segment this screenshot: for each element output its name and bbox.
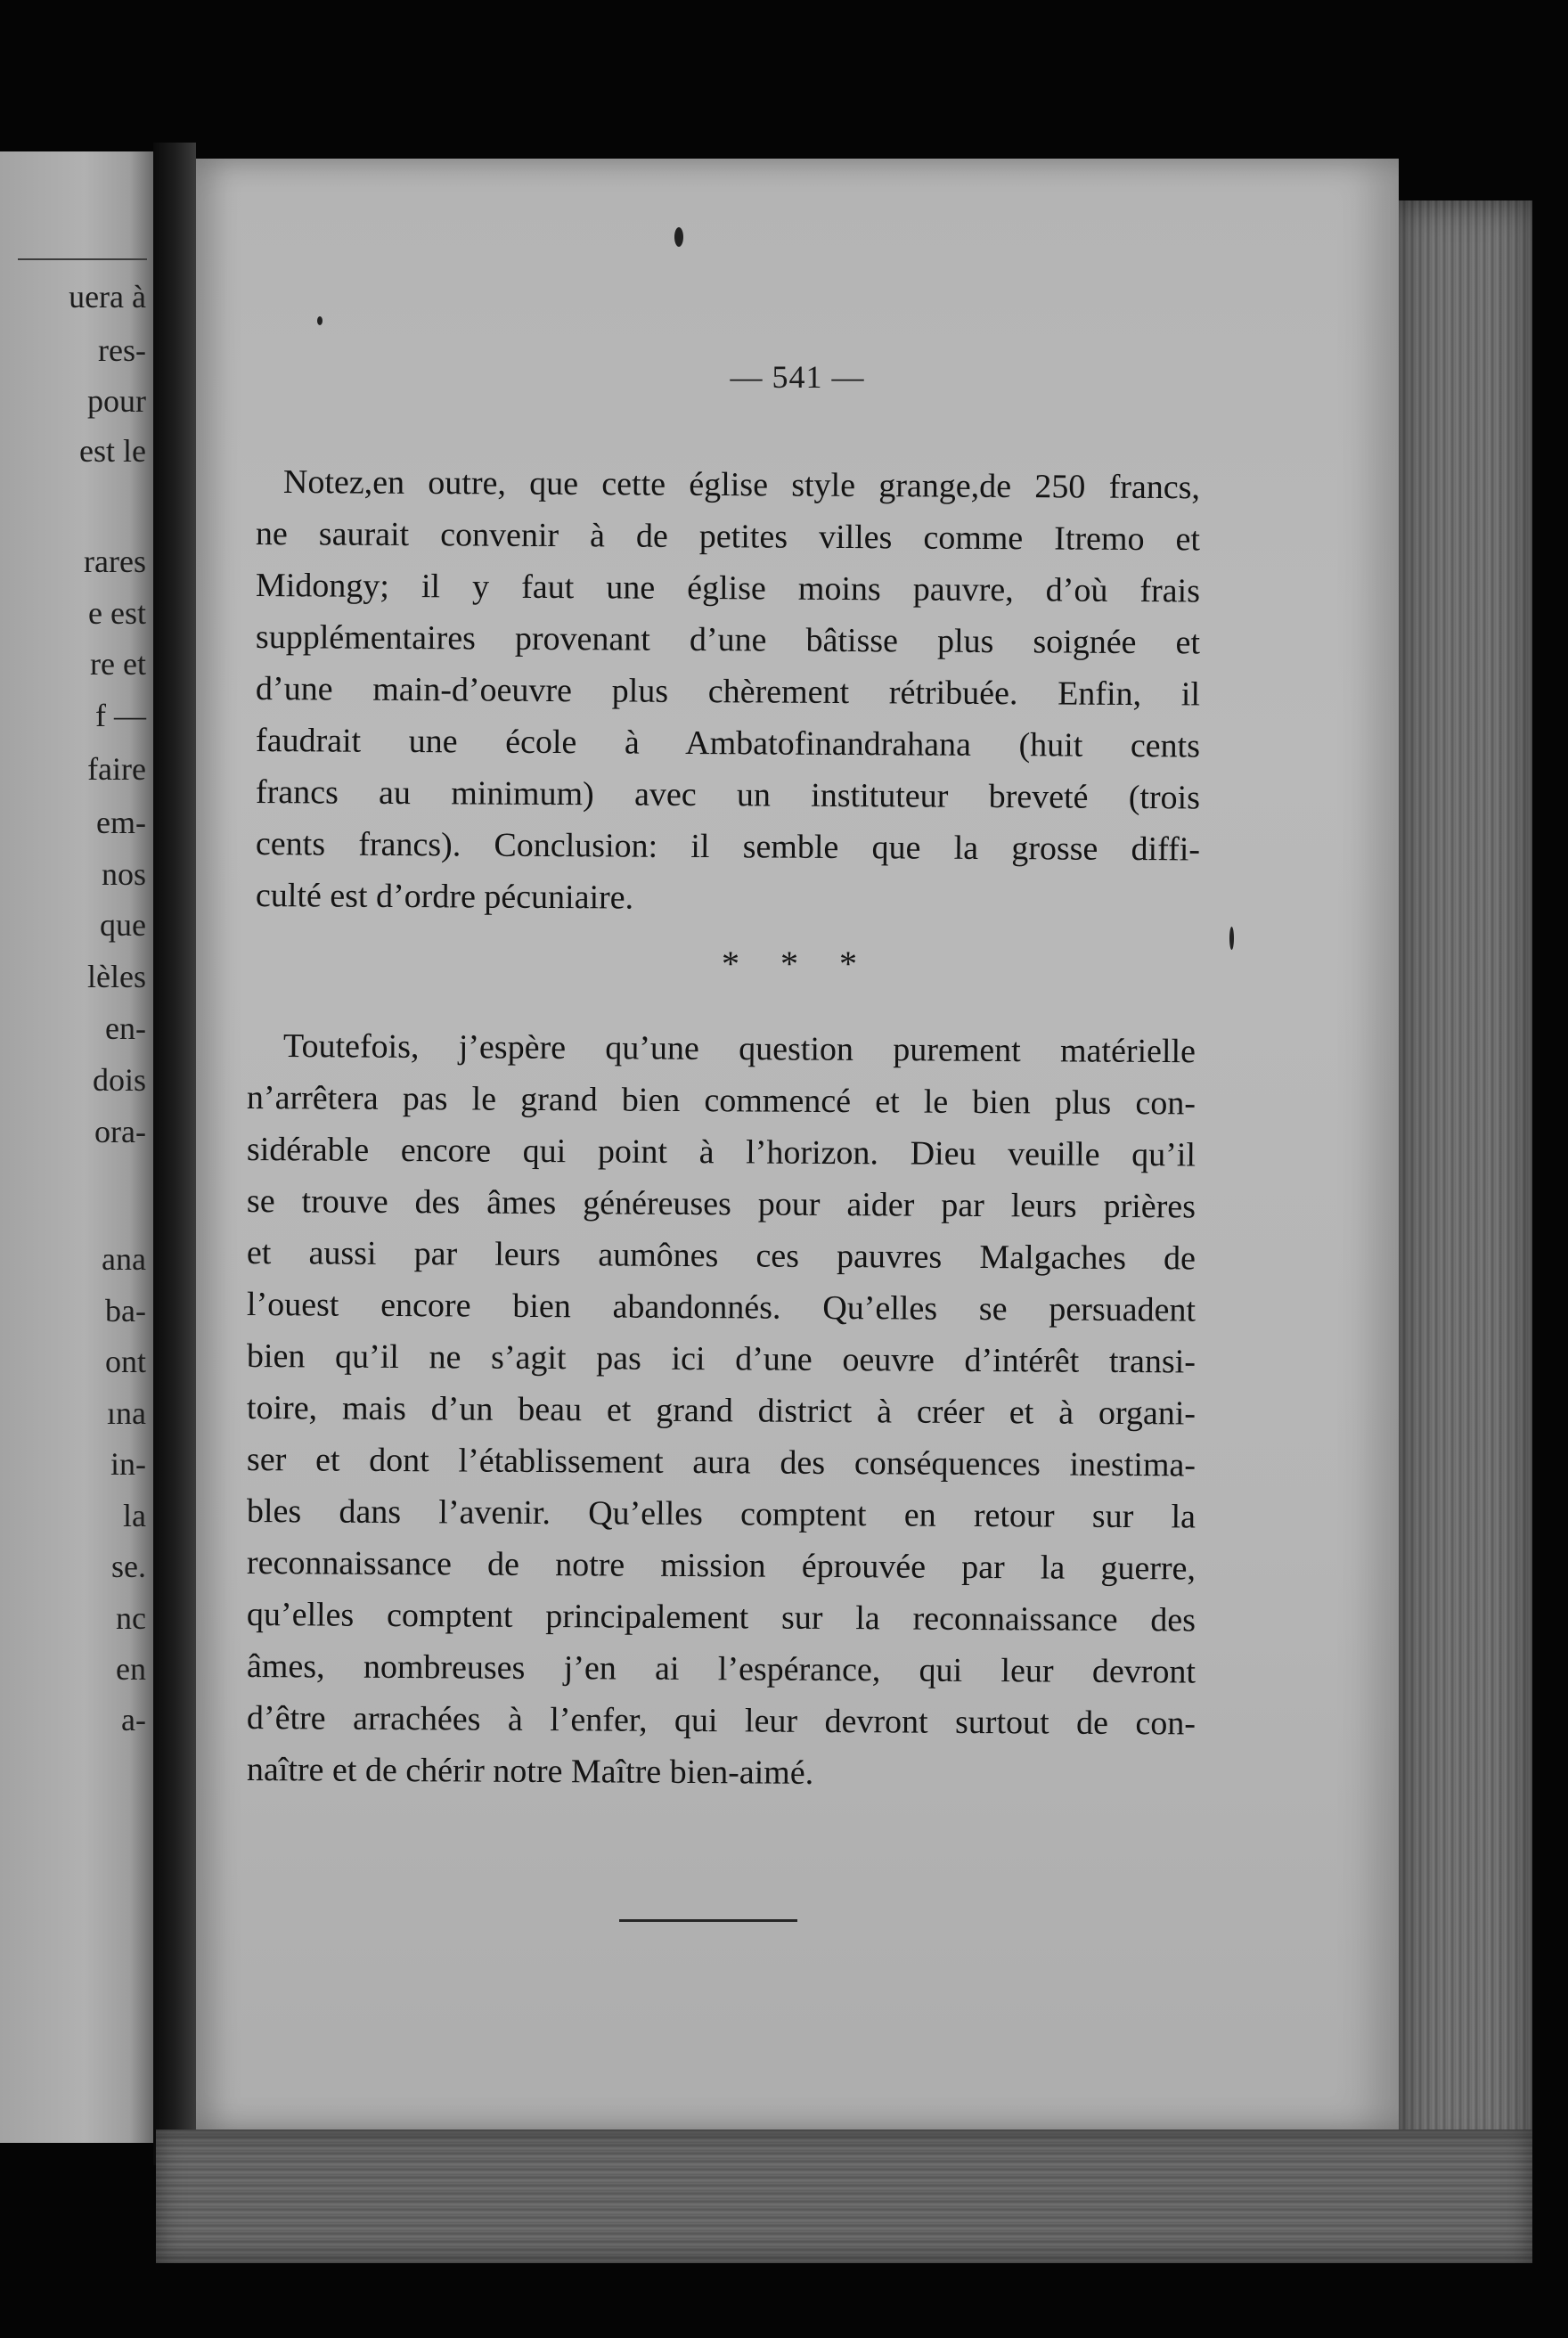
paragraph-2-line: naître et de chérir notre Maître bien-aimé.	[246, 1751, 814, 1792]
left-page-line: nos	[101, 856, 146, 892]
left-page-line: res-	[98, 332, 146, 368]
paragraph-2-line: reconnaissance de notre mission éprouvée par la guerre,	[246, 1544, 1196, 1588]
paragraph-2-line: d’être arrachées à l’enfer, qui leur devront surtout de con-	[246, 1699, 1196, 1743]
paragraph-2-line: toire, mais d’un beau et grand district à créer et à organi-	[246, 1389, 1196, 1433]
dust-speck	[1229, 927, 1234, 950]
paragraph-2-line: qu’elles comptent principalement sur la reconnaissance des	[246, 1596, 1196, 1639]
left-page-line: faire	[87, 751, 146, 787]
left-page-line: se.	[111, 1549, 146, 1584]
dust-speck	[674, 227, 683, 247]
page-edges-right	[1399, 200, 1532, 2161]
left-page-line: pour	[87, 383, 146, 419]
paragraph-1-line: ne saurait convenir à de petites villes comme Itremo et	[255, 515, 1201, 559]
left-page-line: re et	[90, 646, 146, 682]
paragraph-1-line: supplémentaires provenant d’une bâtisse plus soignée et	[255, 618, 1201, 662]
paragraph-1-line: cents francs). Conclusion: il semble que la grosse diffi-	[255, 825, 1201, 869]
closing-rule	[619, 1919, 797, 1922]
left-page-line: que	[100, 907, 146, 943]
section-break-asterisks: * * *	[722, 944, 873, 984]
left-page-line: en-	[105, 1010, 146, 1046]
left-page-line: ana	[102, 1241, 146, 1277]
paragraph-1-line: Notez,en outre, que cette église style grange,de 250 francs,	[282, 463, 1201, 507]
paragraph-2-line: bien qu’il ne s’agit pas ici d’une oeuvre d’intérêt transi-	[246, 1337, 1196, 1381]
left-page-line: uera à	[69, 279, 146, 315]
left-page-line: em-	[96, 805, 146, 840]
left-page-line: nc	[116, 1600, 146, 1636]
page-number: — 541 —	[730, 359, 865, 395]
paragraph-2-line: l’ouest encore bien abandonnés. Qu’elles se persuadent	[246, 1286, 1196, 1329]
left-page-line: a-	[121, 1702, 146, 1737]
paragraph-2-line: Toutefois, j’espère qu’une question purement matérielle	[282, 1027, 1196, 1071]
paragraph-1-line: francs au minimum) avec un instituteur breveté (trois	[255, 773, 1201, 817]
dust-speck	[317, 316, 323, 325]
left-page-line: rares	[84, 544, 146, 579]
left-page-line: ba-	[105, 1293, 146, 1328]
left-page-line: in-	[110, 1446, 146, 1482]
paragraph-2-line: ser et dont l’établissement aura des conséquences inestima-	[246, 1441, 1196, 1484]
paragraph-1-line: Midongy; il y faut une église moins pauvre, d’où frais	[255, 567, 1201, 610]
paragraph-2-line: n’arrêtera pas le grand bien commencé et le bien plus con-	[246, 1079, 1196, 1123]
book-gutter	[153, 143, 196, 2165]
paragraph-1-line: faudrait une école à Ambatofinandrahana (huit cents	[255, 722, 1201, 765]
paragraph-1-line: culté est d’ordre pécuniaire.	[255, 877, 634, 917]
paragraph-2-line: se trouve des âmes généreuses pour aider par leurs prières	[246, 1182, 1196, 1226]
paragraph-2-line: et aussi par leurs aumônes ces pauvres Malgaches de	[246, 1234, 1196, 1278]
left-page-line: e est	[88, 595, 146, 631]
paragraph-2-line: sidérable encore qui point à l’horizon. Dieu veuille qu’il	[246, 1131, 1196, 1174]
page-edges-bottom	[156, 2130, 1532, 2263]
left-page-rule	[18, 258, 147, 260]
left-page-line: lèles	[87, 959, 146, 994]
left-facing-page	[0, 151, 153, 2143]
left-page-line: dois	[92, 1062, 146, 1098]
left-page-line: la	[123, 1498, 146, 1533]
left-page-line: est le	[79, 433, 146, 469]
left-page-line: f —	[95, 698, 146, 733]
left-page-line: ora-	[94, 1114, 146, 1149]
left-page-line: ont	[104, 1344, 146, 1379]
paragraph-1-line: d’une main-d’oeuvre plus chèrement rétribuée. Enfin, il	[255, 670, 1201, 714]
paragraph-2-line: âmes, nombreuses j’en ai l’espérance, qui leur devront	[246, 1647, 1196, 1691]
paragraph-2-line: bles dans l’avenir. Qu’elles comptent en retour sur la	[246, 1492, 1196, 1536]
left-page-line: en	[116, 1651, 146, 1687]
left-page-line: ına	[107, 1395, 146, 1431]
